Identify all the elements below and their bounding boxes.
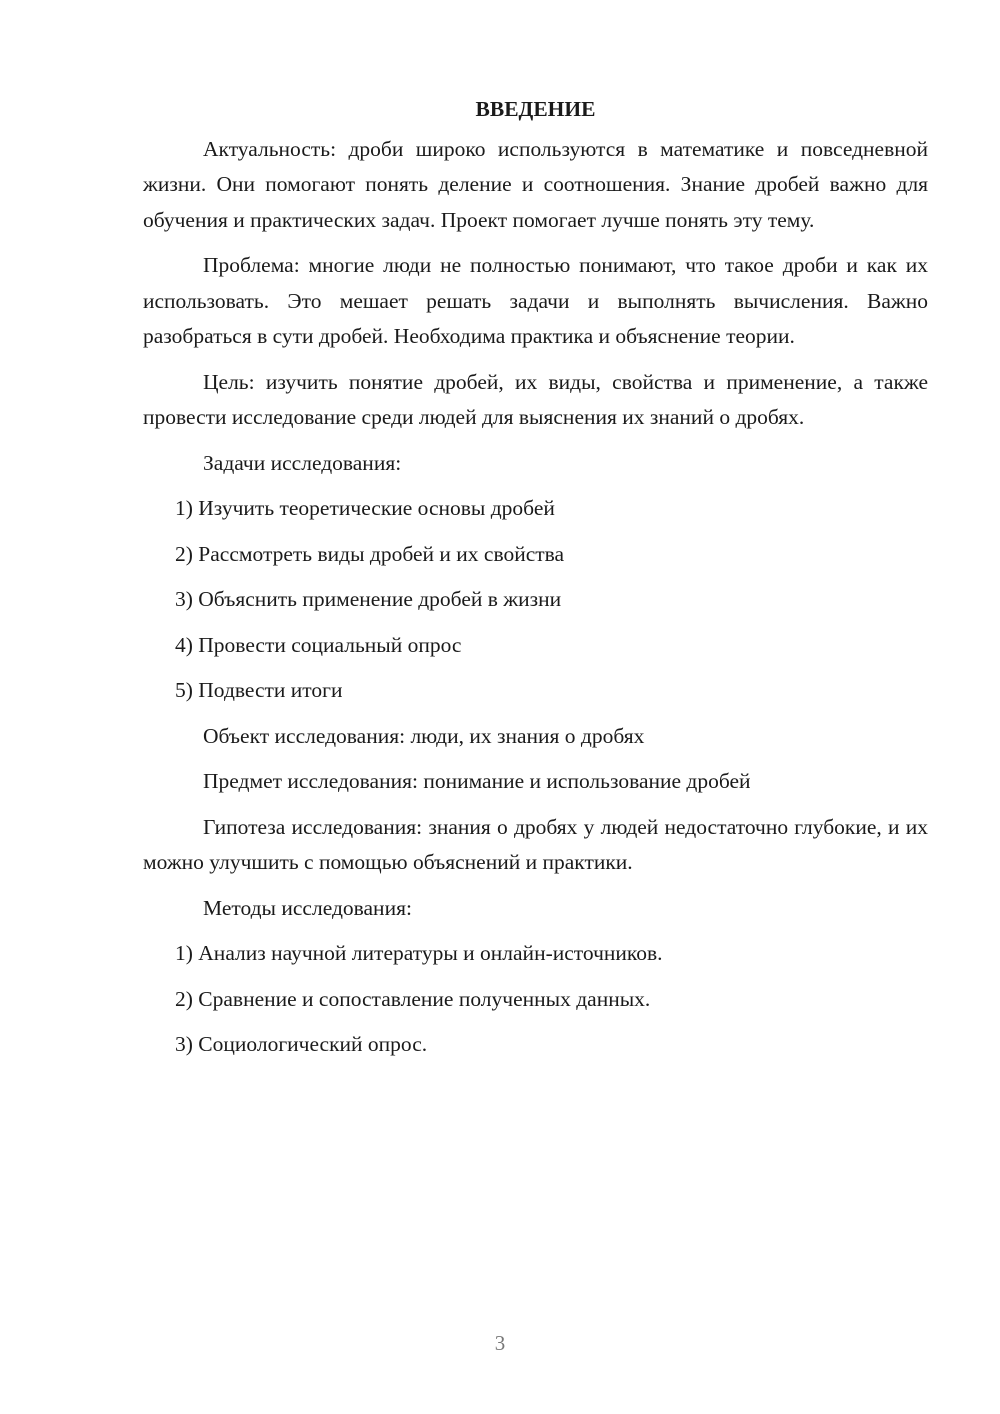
goal-paragraph: Цель: изучить понятие дробей, их виды, свойства и применение, а также провести исследование среди людей для выяснения их знаний о дробях. <box>143 369 928 429</box>
task-item: 1) Изучить теоретические основы дробей <box>175 496 555 520</box>
tasks-list <box>143 491 928 709</box>
task-item: 4) Провести социальный опрос <box>175 632 462 657</box>
section-title: ВВЕДЕНИЕ <box>475 97 596 121</box>
methods-list <box>143 936 928 1063</box>
relevance-paragraph: Актуальность: дроби широко используются в математике и повседневной жизни. Они помогают понять деление и соотношения. Знание дробей важно для обучения и практических задач. Проект помогает лучше понять эту тему. <box>143 136 928 232</box>
document-page <box>143 92 928 1073</box>
tasks-label: Задачи исследования: <box>203 450 402 475</box>
page-number: 3 <box>494 1331 506 1355</box>
method-item: 1) Анализ научной литературы и онлайн-источников. <box>175 941 663 965</box>
hypothesis-paragraph: Гипотеза исследования: знания о дробях у людей недостаточно глубокие, и их можно улучшить с помощью объяснений и практики. <box>143 814 928 874</box>
methods-label: Методы исследования: <box>203 895 412 920</box>
object-paragraph: Объект исследования: люди, их знания о дробях <box>203 723 645 748</box>
task-item: 3) Объяснить применение дробей в жизни <box>175 587 562 611</box>
problem-paragraph: Проблема: многие люди не полностью понимают, что такое дроби и как их использовать. Это мешает решать задачи и выполнять вычисления. Важно разобраться в сути дробей. Необходима практика и объяснение теории. <box>143 253 928 348</box>
method-item: 3) Социологический опрос. <box>175 1032 428 1056</box>
task-item: 2) Рассмотреть виды дробей и их свойства <box>175 541 565 566</box>
task-item: 5) Подвести итоги <box>175 678 343 702</box>
method-item: 2) Сравнение и сопоставление полученных данных. <box>175 986 651 1011</box>
subject-paragraph: Предмет исследования: понимание и использование дробей <box>203 769 751 793</box>
